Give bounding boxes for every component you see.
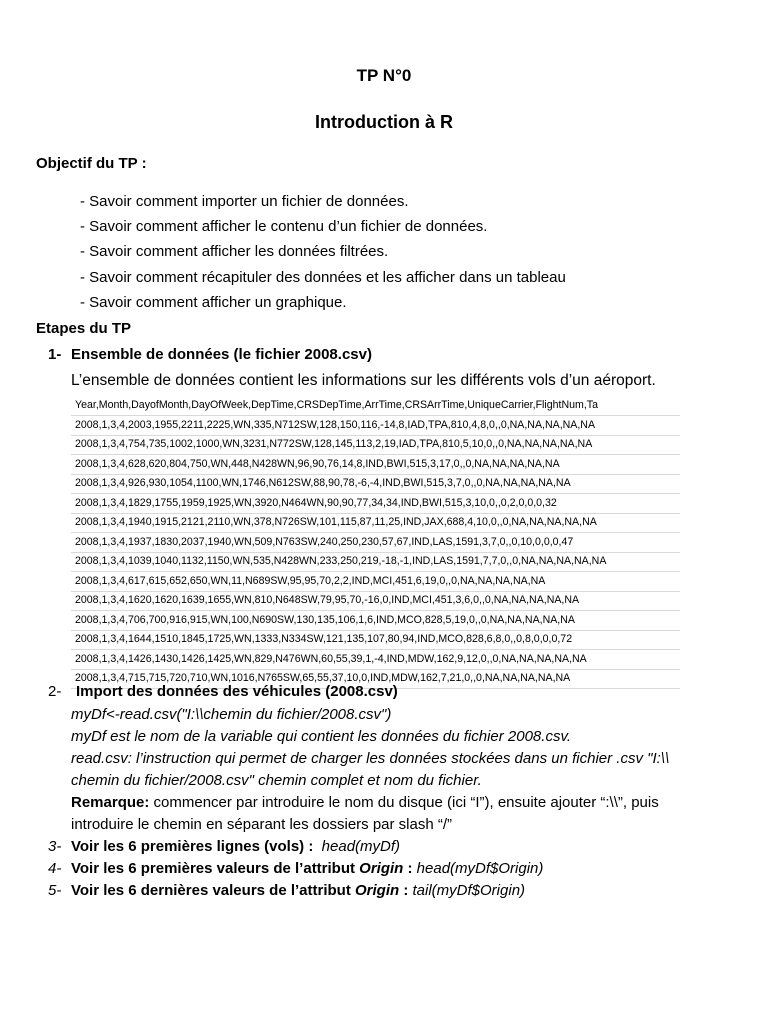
step3-text — [71, 838, 400, 855]
objective-item: - Savoir comment afficher le contenu d’un fichier de données. — [80, 218, 488, 235]
step2-line: read.csv: l’instruction qui permet de charger les données stockées dans un fichier .csv "I:\\ — [71, 750, 670, 767]
csv-row: 2008,1,3,4,1620,1620,1639,1655,WN,810,N648SW,79,95,70,-16,0,IND,MCI,451,3,6,0,,0,NA,NA,NA,NA,NA — [71, 591, 680, 611]
step5-code: tail(myDf$Origin) — [408, 882, 526, 899]
csv-row: 2008,1,3,4,1644,1510,1845,1725,WN,1333,N334SW,121,135,107,80,94,IND,MCO,828,6,8,0,,0,8,0,0,0,72 — [71, 630, 680, 650]
csv-row: 2008,1,3,4,2003,1955,2211,2225,WN,335,N712SW,128,150,116,-14,8,IAD,TPA,810,4,8,0,,0,NA,NA,NA,NA,NA — [71, 416, 680, 436]
page-subtitle: Introduction à R — [315, 112, 453, 132]
step4-text — [71, 860, 543, 877]
step2-code: myDf<-read.csv("I:\\chemin du fichier/2008.csv") — [71, 706, 392, 723]
step1-description: L’ensemble de données contient les informations sur les différents vols d’un aéroport. — [71, 372, 656, 389]
step4-code: head(myDf$Origin) — [412, 860, 544, 877]
step5-colon: : — [399, 882, 409, 899]
csv-row: 2008,1,3,4,926,930,1054,1100,WN,1746,N612SW,88,90,78,-6,-4,IND,BWI,515,3,7,0,,0,NA,NA,NA,NA,NA — [71, 474, 680, 494]
step5-text — [71, 882, 525, 899]
step2-line: myDf est le nom de la variable qui contient les données du fichier 2008.csv. — [71, 728, 571, 745]
csv-row: 2008,1,3,4,1426,1430,1426,1425,WN,829,N476WN,60,55,39,1,-4,IND,MDW,162,9,12,0,,0,NA,NA,NA,NA,NA — [71, 650, 680, 670]
csv-row: 2008,1,3,4,715,715,720,710,WN,1016,N765SW,65,55,37,10,0,IND,MDW,162,7,21,0,,0,NA,NA,NA,NA,NA — [71, 669, 680, 689]
step4-attr: Origin — [359, 860, 404, 877]
csv-row: 2008,1,3,4,1940,1915,2121,2110,WN,378,N726SW,101,115,87,11,25,IND,JAX,688,4,10,0,,0,NA,NA,NA,NA,NA — [71, 513, 680, 533]
step4-number: 4- — [48, 860, 62, 877]
objective-item: - Savoir comment afficher les données filtrées. — [80, 243, 389, 260]
step5-attr: Origin — [355, 882, 400, 899]
csv-row: 2008,1,3,4,754,735,1002,1000,WN,3231,N772SW,128,145,113,2,19,IAD,TPA,810,5,10,0,,0,NA,NA,NA,NA,NA — [71, 435, 680, 455]
step4-label: Voir les 6 premières valeurs de l’attribut — [71, 860, 360, 877]
step2-number: 2- — [48, 683, 62, 700]
step1-number: 1- — [48, 346, 62, 363]
objective-heading: Objectif du TP : — [36, 155, 147, 172]
step1-title: Ensemble de données (le fichier 2008.csv) — [71, 346, 372, 363]
csv-row: 2008,1,3,4,628,620,804,750,WN,448,N428WN,96,90,76,14,8,IND,BWI,515,3,17,0,,0,NA,NA,NA,NA,NA — [71, 455, 680, 475]
step2-line: chemin du fichier/2008.csv" chemin complet et nom du fichier. — [71, 772, 482, 789]
objective-item: - Savoir comment afficher un graphique. — [80, 294, 347, 311]
step3-label: Voir les 6 premières lignes (vols) : — [71, 838, 314, 855]
step2-remark — [71, 794, 659, 811]
csv-row: 2008,1,3,4,1039,1040,1132,1150,WN,535,N428WN,233,250,219,-18,-1,IND,LAS,1591,7,7,0,,0,NA,NA,NA,NA,NA — [71, 552, 680, 572]
step2-remark-line2: introduire le chemin en séparant les dossiers par slash “/” — [71, 816, 453, 833]
remark-label: Remarque: — [71, 794, 150, 811]
step4-colon: : — [403, 860, 413, 877]
step3-code: head(myDf) — [321, 838, 401, 855]
csv-row: 2008,1,3,4,1937,1830,2037,1940,WN,509,N763SW,240,250,230,57,67,IND,LAS,1591,3,7,0,,0,10,0,0,0,47 — [71, 533, 680, 553]
csv-preview-table — [71, 396, 676, 684]
remark-text: commencer par introduire le nom du disque (ici “I”), ensuite ajouter “:\\”, puis — [149, 794, 659, 811]
steps-heading: Etapes du TP — [36, 320, 132, 337]
step5-number: 5- — [48, 882, 62, 899]
objective-item: - Savoir comment importer un fichier de données. — [80, 193, 409, 210]
step5-label: Voir les 6 dernières valeurs de l’attribut — [71, 882, 355, 899]
csv-row: 2008,1,3,4,617,615,652,650,WN,11,N689SW,95,95,70,2,2,IND,MCI,451,6,19,0,,0,NA,NA,NA,NA,NA — [71, 572, 680, 592]
objective-item: - Savoir comment récapituler des données et les afficher dans un tableau — [80, 269, 566, 286]
csv-header-row: Year,Month,DayofMonth,DayOfWeek,DepTime,CRSDepTime,ArrTime,CRSArrTime,UniqueCarrier,FlightNum,Ta — [71, 396, 680, 416]
step3-number: 3- — [48, 838, 62, 855]
step2-title: Import des données des véhicules (2008.csv) — [76, 683, 398, 700]
page-title: TP N°0 — [356, 66, 412, 85]
csv-row: 2008,1,3,4,1829,1755,1959,1925,WN,3920,N464WN,90,90,77,34,34,IND,BWI,515,3,10,0,,0,2,0,0,0,32 — [71, 494, 680, 514]
csv-row: 2008,1,3,4,706,700,916,915,WN,100,N690SW,130,135,106,1,6,IND,MCO,828,5,19,0,,0,NA,NA,NA,NA,NA — [71, 611, 680, 631]
